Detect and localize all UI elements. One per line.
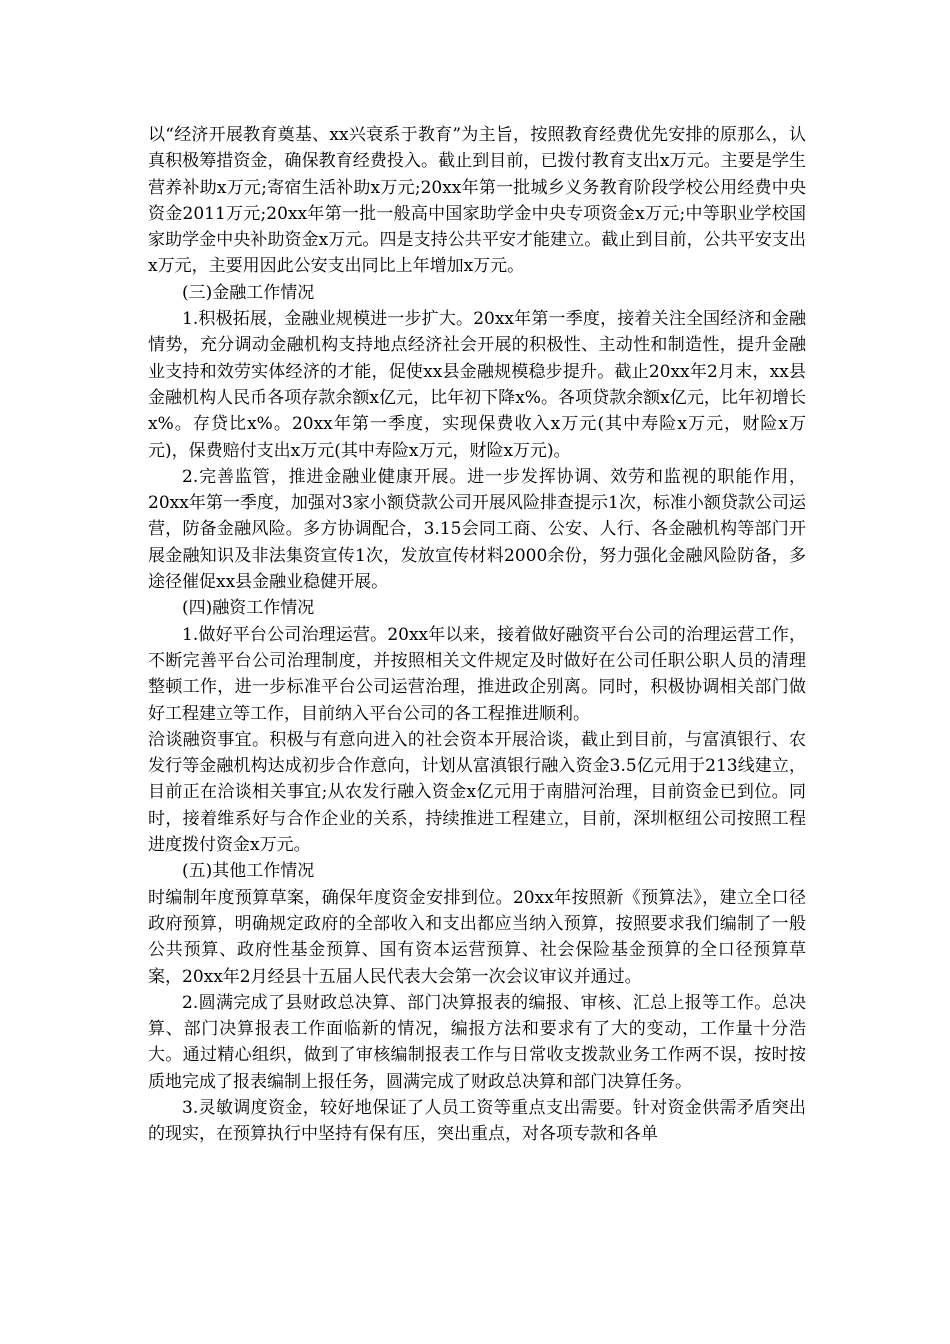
heading-other-work: (五)其他工作情况	[182, 861, 315, 882]
paragraph-finance-supervision: 2.完善监管，推进金融业健康开展。进一步发挥协调、效劳和监视的职能作用，20xx年第一季度，加强对3家小额贷款公司开展风险排查提示1次，标准小额贷款公司运营，防备金融风险。多方协调配合，3.15会同工商、公安、人行、各金融机构等部门开展金融知识及非法集资宣传1次，发放宣传材料2000余份，努力强化金融风险防备，多途径催促xx县金融业稳健开展。	[148, 466, 806, 593]
heading-financing-work: (四)融资工作情况	[182, 598, 315, 619]
document-page	[148, 122, 806, 1148]
paragraph-education-funding: 以“经济开展教育奠基、xx兴衰系于教育”为主旨，按照教育经费优先安排的原那么，认真积极筹措资金，确保教育经费投入。截止到目前，已拨付教育支出x万元。主要是学生营养补助x万元;寄宿生活补助x万元;20xx年第一批城乡义务教育阶段学校公用经费中央资金2011万元;20xx年第一批一般高中国家助学金中央专项资金x万元;中等职业学校国家助学金中央补助资金x万元。四是支持公共平安才能建立。截止到目前，公共平安支出x万元，主要用因此公安支出同比上年增加x万元。	[148, 125, 806, 277]
heading-finance-work: (三)金融工作情况	[182, 282, 315, 303]
paragraph-platform-management: 1.做好平台公司治理运营。20xx年以来，接着做好融资平台公司的治理运营工作，不断完善平台公司治理制度，并按照相关文件规定及时做好在公司任职公职人员的清理整顿工作，进一步标准平台公司运营治理，推进政企别离。同时，积极协调相关部门做好工程建立等工作，目前纳入平台公司的各工程推进顺利。	[148, 624, 806, 724]
paragraph-fund-dispatch: 3.灵敏调度资金，较好地保证了人员工资等重点支出需要。针对资金供需矛盾突出的现实，在预算执行中坚持有保有压，突出重点，对各项专款和各单	[148, 1097, 806, 1145]
paragraph-budget-drafting: 时编制年度预算草案，确保年度资金安排到位。20xx年按照新《预算法》，建立全口径政府预算，明确规定政府的全部收入和支出都应当纳入预算，按照要求我们编制了一般公共预算、政府性基金预算、国有资本运营预算、社会保险基金预算的全口径预算草案，20xx年2月经县十五届人民代表大会第一次会议审议并通过。	[148, 887, 806, 987]
paragraph-financing-negotiation: 洽谈融资事宜。积极与有意向进入的社会资本开展洽谈，截止到目前，与富滇银行、农发行等金融机构达成初步合作意向，计划从富滇银行融入资金3.5亿元用于213线建立，目前正在洽谈相关事宜;从农发行融入资金x亿元用于南腊河治理，目前资金已到位。同时，接着维系好与合作企业的关系，持续推进工程建立，目前，深圳枢纽公司按照工程进度拨付资金x万元。	[148, 729, 806, 856]
paragraph-final-accounts: 2.圆满完成了县财政总决算、部门决算报表的编报、审核、汇总上报等工作。总决算、部门决算报表工作面临新的情况，编报方法和要求有了大的变动，工作量十分浩大。通过精心组织，做到了审核编制报表工作与日常收支拨款业务工作两不误，按时按质地完成了报表编制上报任务，圆满完成了财政总决算和部门决算任务。	[148, 992, 806, 1092]
paragraph-finance-expansion: 1.积极拓展，金融业规模进一步扩大。20xx年第一季度，接着关注全国经济和金融情势，充分调动金融机构支持地点经济社会开展的积极性、主动性和制造性，提升金融业支持和效劳实体经济的才能，促使xx县金融规模稳步提升。截止20xx年2月末，xx县金融机构人民币各项存款余额x亿元，比年初下降x%。各项贷款余额x亿元，比年初增长x%。存贷比x%。20xx年第一季度，实现保费收入x万元(其中寿险x万元，财险x万元)，保费赔付支出x万元(其中寿险x万元，财险x万元)。	[148, 309, 806, 461]
